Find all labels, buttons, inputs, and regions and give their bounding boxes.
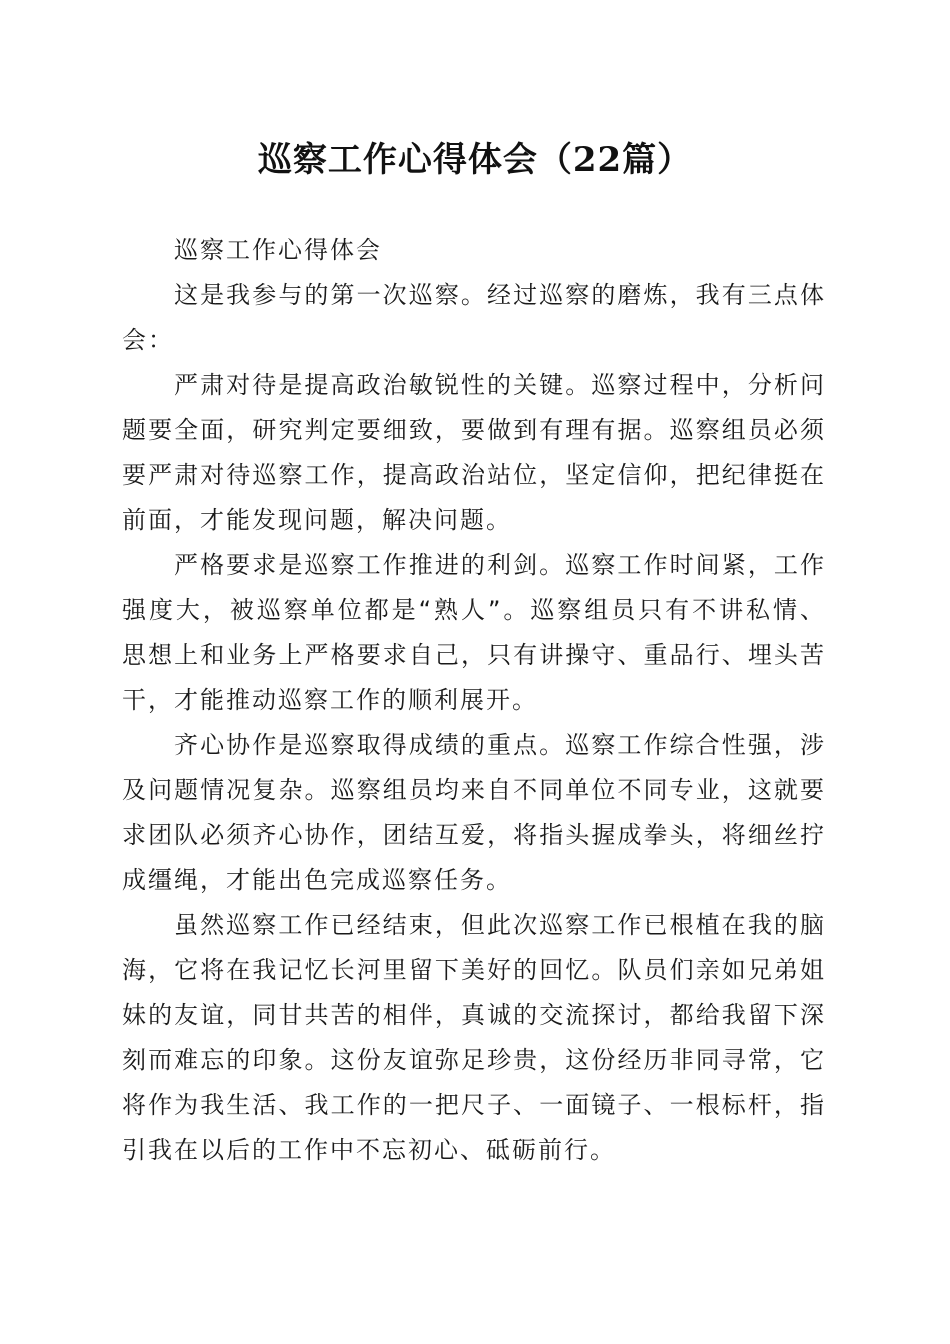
paragraph-conclusion: 虽然巡察工作已经结束，但此次巡察工作已根植在我的脑海，它将在我记忆长河里留下美好的回忆。队员们亲如兄弟姐妹的友谊，同甘共苦的相伴，真诚的交流探讨，都给我留下深刻而难忘的印象。这份友谊弥足珍贵，这份经历非同寻常，它将作为我生活、我工作的一把尺子、一面镜子、一根标杆，指引我在以后的工作中不忘初心、砥砺前行。: [122, 911, 826, 1164]
paragraph-point-1: 严肃对待是提高政治敏锐性的关键。巡察过程中，分析问题要全面，研究判定要细致，要做到有理有据。巡察组员必须要严肃对待巡察工作，提高政治站位，坚定信仰，把纪律挺在前面，才能发现问题，解决问题。: [122, 371, 826, 534]
paragraph-intro: 这是我参与的第一次巡察。经过巡察的磨炼，我有三点体会：: [122, 281, 826, 354]
paragraph-point-2: 严格要求是巡察工作推进的利剑。巡察工作时间紧，工作强度大，被巡察单位都是“熟人”。巡察组员只有不讲私情、思想上和业务上严格要求自己，只有讲操守、重品行、埋头苦干，才能推动巡察工作的顺利展开。: [122, 551, 826, 714]
paragraph-point-3: 齐心协作是巡察取得成绩的重点。巡察工作综合性强，涉及问题情况复杂。巡察组员均来自不同单位不同专业，这就要求团队必须齐心协作，团结互爱，将指头握成拳头，将细丝拧成缰绳，才能出色完成巡察任务。: [122, 731, 826, 894]
document-body: [122, 228, 826, 1173]
document-title: 巡察工作心得体会（22篇）: [257, 140, 693, 180]
section-heading: 巡察工作心得体会: [174, 236, 382, 264]
